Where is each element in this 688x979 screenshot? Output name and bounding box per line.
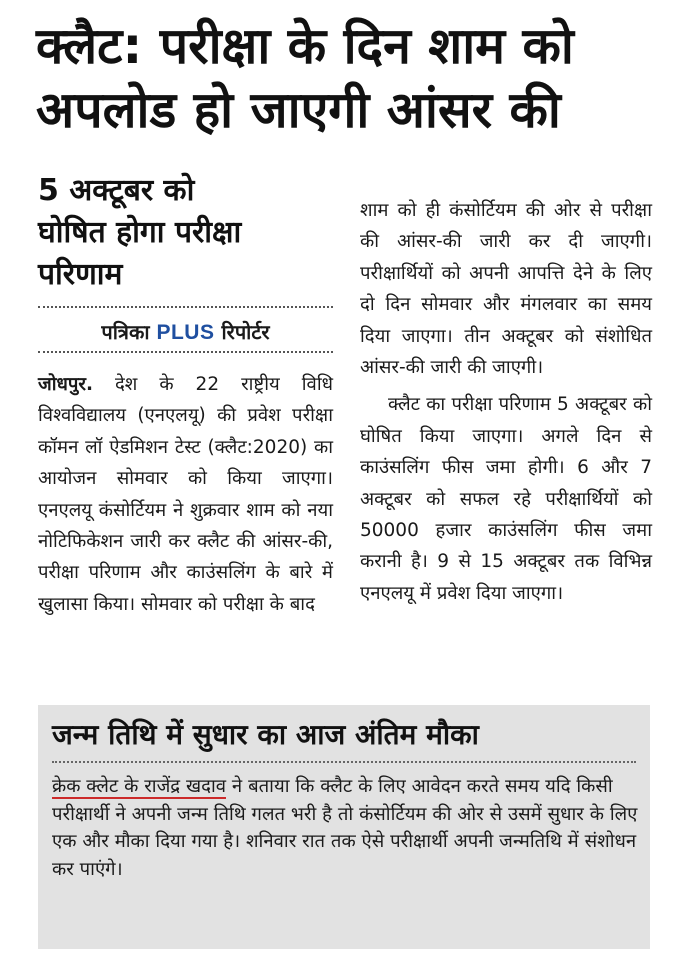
article-paragraph-1-continued: शाम को ही कंसोर्टियम की ओर से परीक्षा की आंसर-की जारी कर दी जाएगी। परीक्षार्थियों को अपनी आपत्ति देने के लिए दो दिन सोमवार और मंगलवार का समय दिया जाएगा। तीन अक्टूबर को संशोधित आंसर-की जारी की जाएगी। bbox=[360, 200, 652, 379]
article-paragraph-2: क्लैट का परीक्षा परिणाम 5 अक्टूबर को घोषित किया जाएगा। अगले दिन से काउंसलिंग फीस जमा होगी। 6 और 7 अक्टूबर को सफल रहे परीक्षार्थियों को 50000 हजार काउंसलिंग फीस जमा करानी है। 9 से 15 अक्टूबर तक विभिन्न एनएलयू में प्रवेश दिया जाएगा। bbox=[360, 394, 652, 604]
right-column bbox=[360, 195, 652, 609]
underlined-name: क्रेक क्लेट के राजेंद्र खदाव bbox=[52, 776, 227, 797]
dateline: जोधपुर. bbox=[38, 374, 93, 395]
subheadline-line-3: परिणाम bbox=[38, 257, 123, 292]
article-body-left bbox=[38, 369, 333, 620]
byline-prefix: पत्रिका bbox=[101, 320, 150, 344]
divider-bottom bbox=[38, 351, 333, 353]
subheadline bbox=[38, 170, 333, 296]
info-box-title: जन्म तिथि में सुधार का आज अंतिम मौका bbox=[52, 718, 479, 751]
byline-plus-logo: PLUS bbox=[156, 321, 215, 344]
article-paragraph-1: देश के 22 राष्ट्रीय विधि विश्वविद्यालय (एनएलयू) की प्रवेश परीक्षा कॉमन लॉ ऐडमिशन टेस्ट (क्लैट:2020) का आयोजन सोमवार को किया जाएगा। एनएलयू कंसोर्टियम ने शुक्रवार शाम को नया नोटिफिकेशन जारी कर क्लैट की आंसर-की, परीक्षा परिणाम और काउंसलिंग के बारे में खुलासा किया। सोमवार को परीक्षा के बाद bbox=[38, 374, 333, 615]
byline bbox=[38, 308, 333, 349]
left-column bbox=[38, 170, 333, 620]
subheadline-line-1: 5 अक्टूबर को bbox=[38, 173, 195, 208]
headline-line-2: अपलोड हो जाएगी आंसर की bbox=[36, 81, 561, 139]
info-box-divider bbox=[52, 761, 636, 763]
headline bbox=[36, 14, 666, 142]
info-box-text bbox=[52, 773, 642, 883]
info-box bbox=[38, 705, 650, 949]
headline-line-1: क्लैट: परीक्षा के दिन शाम को bbox=[36, 17, 574, 75]
info-box-body: ने बताया कि क्लैट के लिए आवेदन करते समय यदि किसी परीक्षार्थी ने अपनी जन्म तिथि गलत भरी है तो कंसोर्टियम की ओर से उसमें सुधार के लिए एक और मौका दिया गया है। शनिवार रात तक ऐसे परीक्षार्थी अपनी जन्मतिथि में संशोधन कर पाएंगे। bbox=[52, 776, 638, 880]
subheadline-line-2: घोषित होगा परीक्षा bbox=[38, 215, 242, 250]
byline-suffix: रिपोर्टर bbox=[221, 320, 270, 344]
